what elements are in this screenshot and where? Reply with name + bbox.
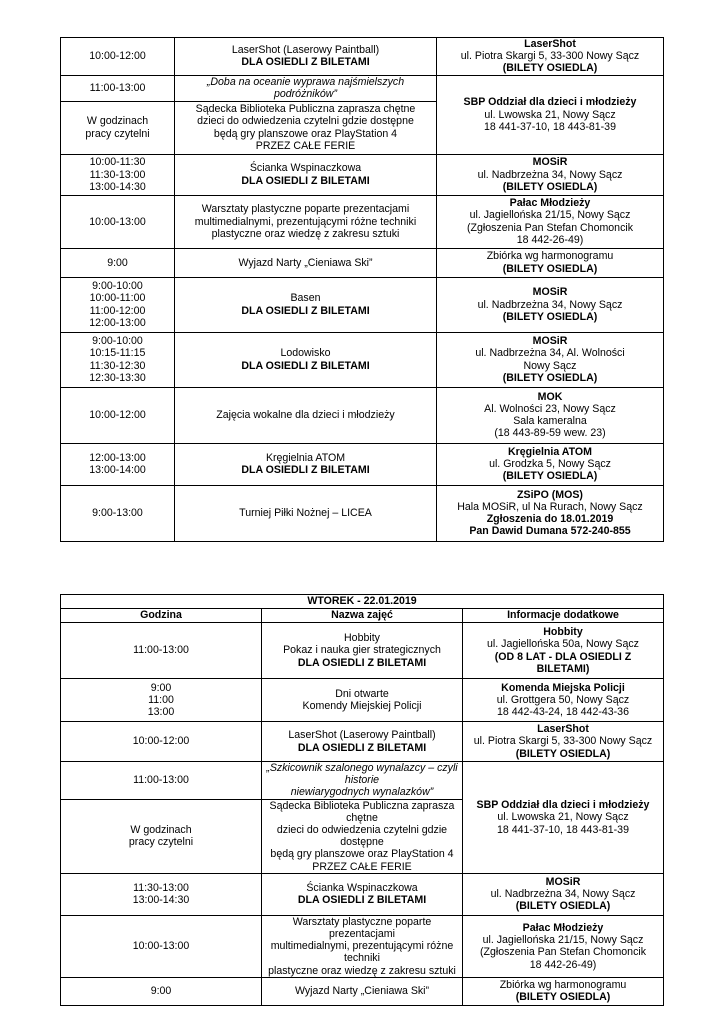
text-line: Kręgielnia ATOM (265, 451, 346, 464)
day-header-row (61, 595, 664, 609)
text-line: (Zgłoszenia Pan Stefan Chomoncik (466, 221, 634, 234)
text-line: Ścianka Wspinaczkowa (249, 162, 362, 175)
text-line: 12:00-13:00 (89, 451, 146, 464)
text-line: Nowy Sącz (523, 359, 577, 372)
text-line: ul. Lwowska 21, Nowy Sącz (484, 108, 616, 121)
text-line: Sądecka Biblioteka Publiczna zaprasza chętne (195, 103, 416, 116)
text-line: 11:00-13:00 (133, 774, 189, 787)
text-line: Wyjazd Narty „Cieniawa Ski” (294, 985, 430, 998)
text-line: Zgłoszenia do 18.01.2019 (486, 513, 614, 526)
time-cell (61, 722, 262, 762)
text-line: Zbiórka wg harmonogramu (486, 250, 614, 263)
column-header-activity: Nazwa zajęć (262, 609, 463, 623)
time-cell (61, 387, 175, 443)
info-cell (437, 277, 664, 332)
time-cell (61, 679, 262, 722)
text-line: ul. Piotra Skargi 5, 33-300 Nowy Sącz (460, 50, 640, 63)
text-line: Dni otwarte (335, 687, 389, 700)
text-line: 9:00-13:00 (92, 507, 143, 519)
text-line: 10:00-11:30 (89, 156, 146, 169)
time-cell (61, 977, 262, 1005)
schedule-body-2 (61, 595, 664, 1006)
activity-cell (175, 101, 437, 154)
tickets-note: (BILETY OSIEDLA) (502, 180, 598, 193)
text-line: W godzinach (86, 115, 149, 128)
text-line: ul. Grodzka 5, Nowy Sącz (489, 458, 611, 470)
sbp-title: SBP Oddział dla dzieci i młodzieży (463, 96, 637, 109)
activity-cell (262, 915, 463, 977)
time-cell (61, 799, 262, 873)
text-line: Pokaz i nauka gier strategicznych (283, 644, 441, 657)
text-line: 11:00-13:00 (89, 82, 146, 94)
info-cell (437, 248, 664, 277)
text-line: Kręgielnia ATOM (508, 445, 592, 458)
text-line: DLA OSIEDLI Z BILETAMI (241, 56, 370, 69)
text-line: 18 442-26-49) (516, 233, 584, 246)
text-line: W godzinach (130, 824, 192, 837)
activity-cell (262, 623, 463, 679)
text-line: (BILETY OSIEDLA) (515, 991, 611, 1004)
text-line: dzieci do odwiedzenia czytelni gdzie dostępne (276, 824, 448, 849)
activity-cell (175, 195, 437, 248)
info-cell (437, 485, 664, 541)
text-line: 18 441-37-10, 18 443-81-39 (484, 120, 616, 133)
text-line: 10:15-11:15 (89, 347, 146, 360)
text-line: pracy czytelni (85, 127, 150, 140)
text-line: plastyczne oraz wiedzę z zakresu sztuki (211, 227, 400, 240)
activity-cell (262, 873, 463, 915)
text-line: ul. Nadbrzeżna 34, Nowy Sącz (477, 298, 623, 311)
text-line: MOSiR (532, 286, 568, 299)
text-line: podróżników” (273, 88, 337, 101)
text-line: 10:00-11:00 (89, 292, 146, 305)
text-line: DLA OSIEDLI Z BILETAMI (297, 656, 427, 669)
text-line: 13:00-14:30 (89, 180, 146, 193)
activity-cell (175, 75, 437, 101)
info-cell (463, 762, 664, 874)
text-line: LaserShot (Laserowy Paintball) (231, 44, 380, 57)
sbp-title: SBP Oddział dla dzieci i młodzieży (476, 799, 650, 812)
text-line: MOSiR (532, 335, 568, 348)
text-line: 9:00 (150, 681, 172, 694)
info-cell (437, 195, 664, 248)
info-cell (437, 38, 664, 76)
activity-cell (175, 154, 437, 195)
text-line: (BILETY OSIEDLA) (502, 470, 598, 483)
text-line: (OD 8 LAT - DLA OSIEDLI Z (494, 650, 632, 663)
text-line: Ścianka Wspinaczkowa (306, 882, 418, 895)
info-cell (463, 679, 664, 722)
info-cell (437, 387, 664, 443)
time-cell (61, 195, 175, 248)
text-line: 10:00-12:00 (132, 735, 190, 748)
text-line: Hala MOSiR, ul Na Rurach, Nowy Sącz (457, 500, 643, 513)
text-line: 11:00-13:00 (133, 644, 189, 657)
time-cell (61, 38, 175, 76)
text-line: ul. Piotra Skargi 5, 33-300 Nowy Sącz (473, 735, 653, 748)
text-line: Pan Dawid Dumana 572-240-855 (469, 525, 631, 538)
text-line: „Szkicownik szalonego wynalazcy – czyli historie (266, 762, 458, 787)
text-line: BILETAMI) (536, 662, 590, 675)
text-line: 11:30-13:00 (133, 882, 189, 895)
text-line: ul. Jagiellońska 50a, Nowy Sącz (487, 638, 639, 651)
activity-cell (175, 387, 437, 443)
text-line: Pałac Młodzieży (522, 921, 604, 934)
text-line: PRZEZ CAŁE FERIE (312, 860, 412, 873)
info-cell (463, 623, 664, 679)
text-line: (BILETY OSIEDLA) (502, 310, 598, 323)
text-line: (BILETY OSIEDLA) (502, 62, 598, 75)
time-cell (61, 101, 175, 154)
time-cell (61, 332, 175, 387)
table-row (61, 443, 664, 485)
text-line: będą gry planszowe oraz PlayStation 4 (213, 127, 398, 140)
text-line: Warsztaty plastyczne poparte prezentacjami (201, 203, 410, 216)
table-row (61, 248, 664, 277)
text-line: 9:00-10:00 (92, 280, 143, 293)
activity-cell (175, 248, 437, 277)
text-line: DLA OSIEDLI Z BILETAMI (297, 894, 427, 907)
text-line: 13:00-14:30 (132, 894, 190, 907)
info-cell (463, 977, 664, 1005)
text-line: Turniej Piłki Nożnej – LICEA (239, 507, 372, 519)
text-line: Zajęcia wokalne dla dzieci i młodzieży (216, 409, 395, 421)
table-row (61, 977, 664, 1005)
table-row (61, 332, 664, 387)
schedule-table-2 (60, 594, 664, 1006)
table-row (61, 679, 664, 722)
text-line: ul. Lwowska 21, Nowy Sącz (497, 811, 629, 824)
text-line: Zbiórka wg harmonogramu (499, 979, 627, 992)
table-row (61, 277, 664, 332)
text-line: 11:00-12:00 (89, 304, 146, 317)
text-line: Hobbity (344, 632, 380, 645)
text-line: (Zgłoszenia Pan Stefan Chomoncik (479, 946, 647, 959)
time-cell (61, 623, 262, 679)
text-line: ul. Jagiellońska 21/15, Nowy Sącz (469, 209, 631, 222)
text-line: ul. Nadbrzeżna 34, Nowy Sącz (477, 168, 623, 181)
text-line: 12:30-13:30 (89, 371, 146, 384)
text-line: Wyjazd Narty „Cieniawa Ski” (238, 256, 373, 269)
info-cell (437, 75, 664, 154)
schedule-body-1 (61, 38, 664, 542)
text-line: MOSiR (545, 876, 581, 889)
text-line: (BILETY OSIEDLA) (515, 747, 611, 760)
column-header-time: Godzina (61, 609, 262, 623)
activity-cell (175, 443, 437, 485)
text-line: pracy czytelni (128, 836, 194, 849)
info-cell (437, 443, 664, 485)
text-line: multimedialnymi, prezentującymi różne techniki (270, 940, 454, 965)
text-line: Pałac Młodzieży (509, 197, 591, 210)
info-cell (463, 915, 664, 977)
info-cell (437, 154, 664, 195)
day-header: WTOREK - 22.01.2019 (61, 595, 664, 609)
text-line: 11:30-12:30 (89, 359, 146, 372)
text-line: multimedialnymi, prezentującymi różne techniki (194, 215, 417, 228)
info-cell (463, 722, 664, 762)
column-header-row (61, 609, 664, 623)
table-row (61, 722, 664, 762)
activity-cell (175, 485, 437, 541)
text-line: DLA OSIEDLI Z BILETAMI (241, 464, 370, 477)
text-line: „Doba na oceanie wyprawa najśmielszych (206, 75, 405, 88)
text-line: Komendy Miejskiej Policji (302, 700, 422, 712)
text-line: 9:00 (150, 985, 172, 998)
text-line: DLA OSIEDLI Z BILETAMI (241, 359, 370, 372)
text-line: niewiarygodnych wynalazków” (290, 786, 434, 799)
text-line: MOSiR (532, 156, 568, 169)
text-line: plastyczne oraz wiedzę z zakresu sztuki (268, 964, 456, 977)
table-row (61, 485, 664, 541)
table-row (61, 623, 664, 679)
info-cell (437, 332, 664, 387)
text-line: Warsztaty plastyczne poparte prezentacjami (292, 915, 432, 941)
activity-cell (262, 977, 463, 1005)
text-line: 10:00-12:00 (89, 409, 146, 421)
text-line: 13:00-14:00 (89, 464, 146, 477)
time-cell (61, 277, 175, 332)
time-cell (61, 873, 262, 915)
text-line: DLA OSIEDLI Z BILETAMI (241, 174, 370, 187)
table-row (61, 38, 664, 76)
text-line: Hobbity (543, 626, 583, 639)
text-line: ul. Grottgera 50, Nowy Sącz (496, 693, 630, 706)
table-row (61, 75, 664, 101)
table-row (61, 195, 664, 248)
activity-cell (262, 762, 463, 800)
table-row (61, 915, 664, 977)
text-line: 18 442-26-49) (529, 958, 597, 971)
text-line: PRZEZ CAŁE FERIE (255, 139, 356, 152)
text-line: 18 442-43-24, 18 442-43-36 (497, 706, 629, 719)
activity-cell (175, 277, 437, 332)
activity-cell (262, 722, 463, 762)
text-line: 10:00-12:00 (89, 50, 146, 63)
time-cell (61, 762, 262, 800)
text-line: LaserShot (Laserowy Paintball) (288, 729, 436, 742)
column-header-info: Informacje dodatkowe (463, 609, 664, 623)
text-line: LaserShot (524, 38, 576, 50)
text-line: LaserShot (537, 723, 589, 736)
time-cell (61, 915, 262, 977)
table-row (61, 762, 664, 800)
text-line: 9:00-10:00 (92, 335, 143, 348)
text-line: 10:00-13:00 (132, 940, 190, 953)
text-line: 11:00 (148, 693, 174, 706)
text-line: Sala kameralna (513, 415, 587, 428)
text-line: ul. Jagiellońska 21/15, Nowy Sącz (482, 934, 644, 947)
activity-cell (262, 799, 463, 873)
activity-cell (175, 332, 437, 387)
table-row (61, 154, 664, 195)
text-line: 13:00 (147, 706, 175, 719)
activity-cell (262, 679, 463, 722)
text-line: 18 441-37-10, 18 443-81-39 (497, 823, 629, 836)
text-line: DLA OSIEDLI Z BILETAMI (297, 741, 427, 754)
table-row (61, 387, 664, 443)
text-line: (BILETY OSIEDLA) (502, 262, 598, 275)
text-line: ul. Nadbrzeżna 34, Al. Wolności (475, 347, 625, 360)
text-line: 9:00 (107, 256, 128, 269)
text-line: dzieci do odwiedzenia czytelni gdzie dostępne (197, 115, 414, 128)
text-line: Lodowisko (280, 347, 331, 360)
text-line: będą gry planszowe oraz PlayStation 4 (270, 848, 454, 861)
text-line: 11:30-13:00 (89, 168, 146, 181)
time-cell (61, 248, 175, 277)
text-line: (BILETY OSIEDLA) (515, 900, 611, 913)
text-line: Komenda Miejska Policji (501, 681, 625, 694)
text-line: Basen (290, 292, 321, 305)
time-cell (61, 443, 175, 485)
info-cell (463, 873, 664, 915)
schedule-table-1 (60, 37, 664, 542)
time-cell (61, 75, 175, 101)
time-cell (61, 154, 175, 195)
text-line: MOK (537, 390, 563, 403)
text-line: (18 443-89-59 wew. 23) (494, 427, 606, 440)
activity-cell (175, 38, 437, 76)
text-line: DLA OSIEDLI Z BILETAMI (241, 304, 370, 317)
text-line: 10:00-13:00 (89, 215, 146, 228)
text-line: (BILETY OSIEDLA) (502, 371, 598, 384)
text-line: Sądecka Biblioteka Publiczna zaprasza chętne (269, 799, 455, 824)
text-line: Al. Wolności 23, Nowy Sącz (484, 402, 616, 415)
text-line: ul. Nadbrzeżna 34, Nowy Sącz (490, 888, 636, 901)
time-cell (61, 485, 175, 541)
text-line: 12:00-13:00 (89, 316, 146, 329)
table-row (61, 873, 664, 915)
text-line: ZSiPO (MOS) (517, 488, 583, 501)
